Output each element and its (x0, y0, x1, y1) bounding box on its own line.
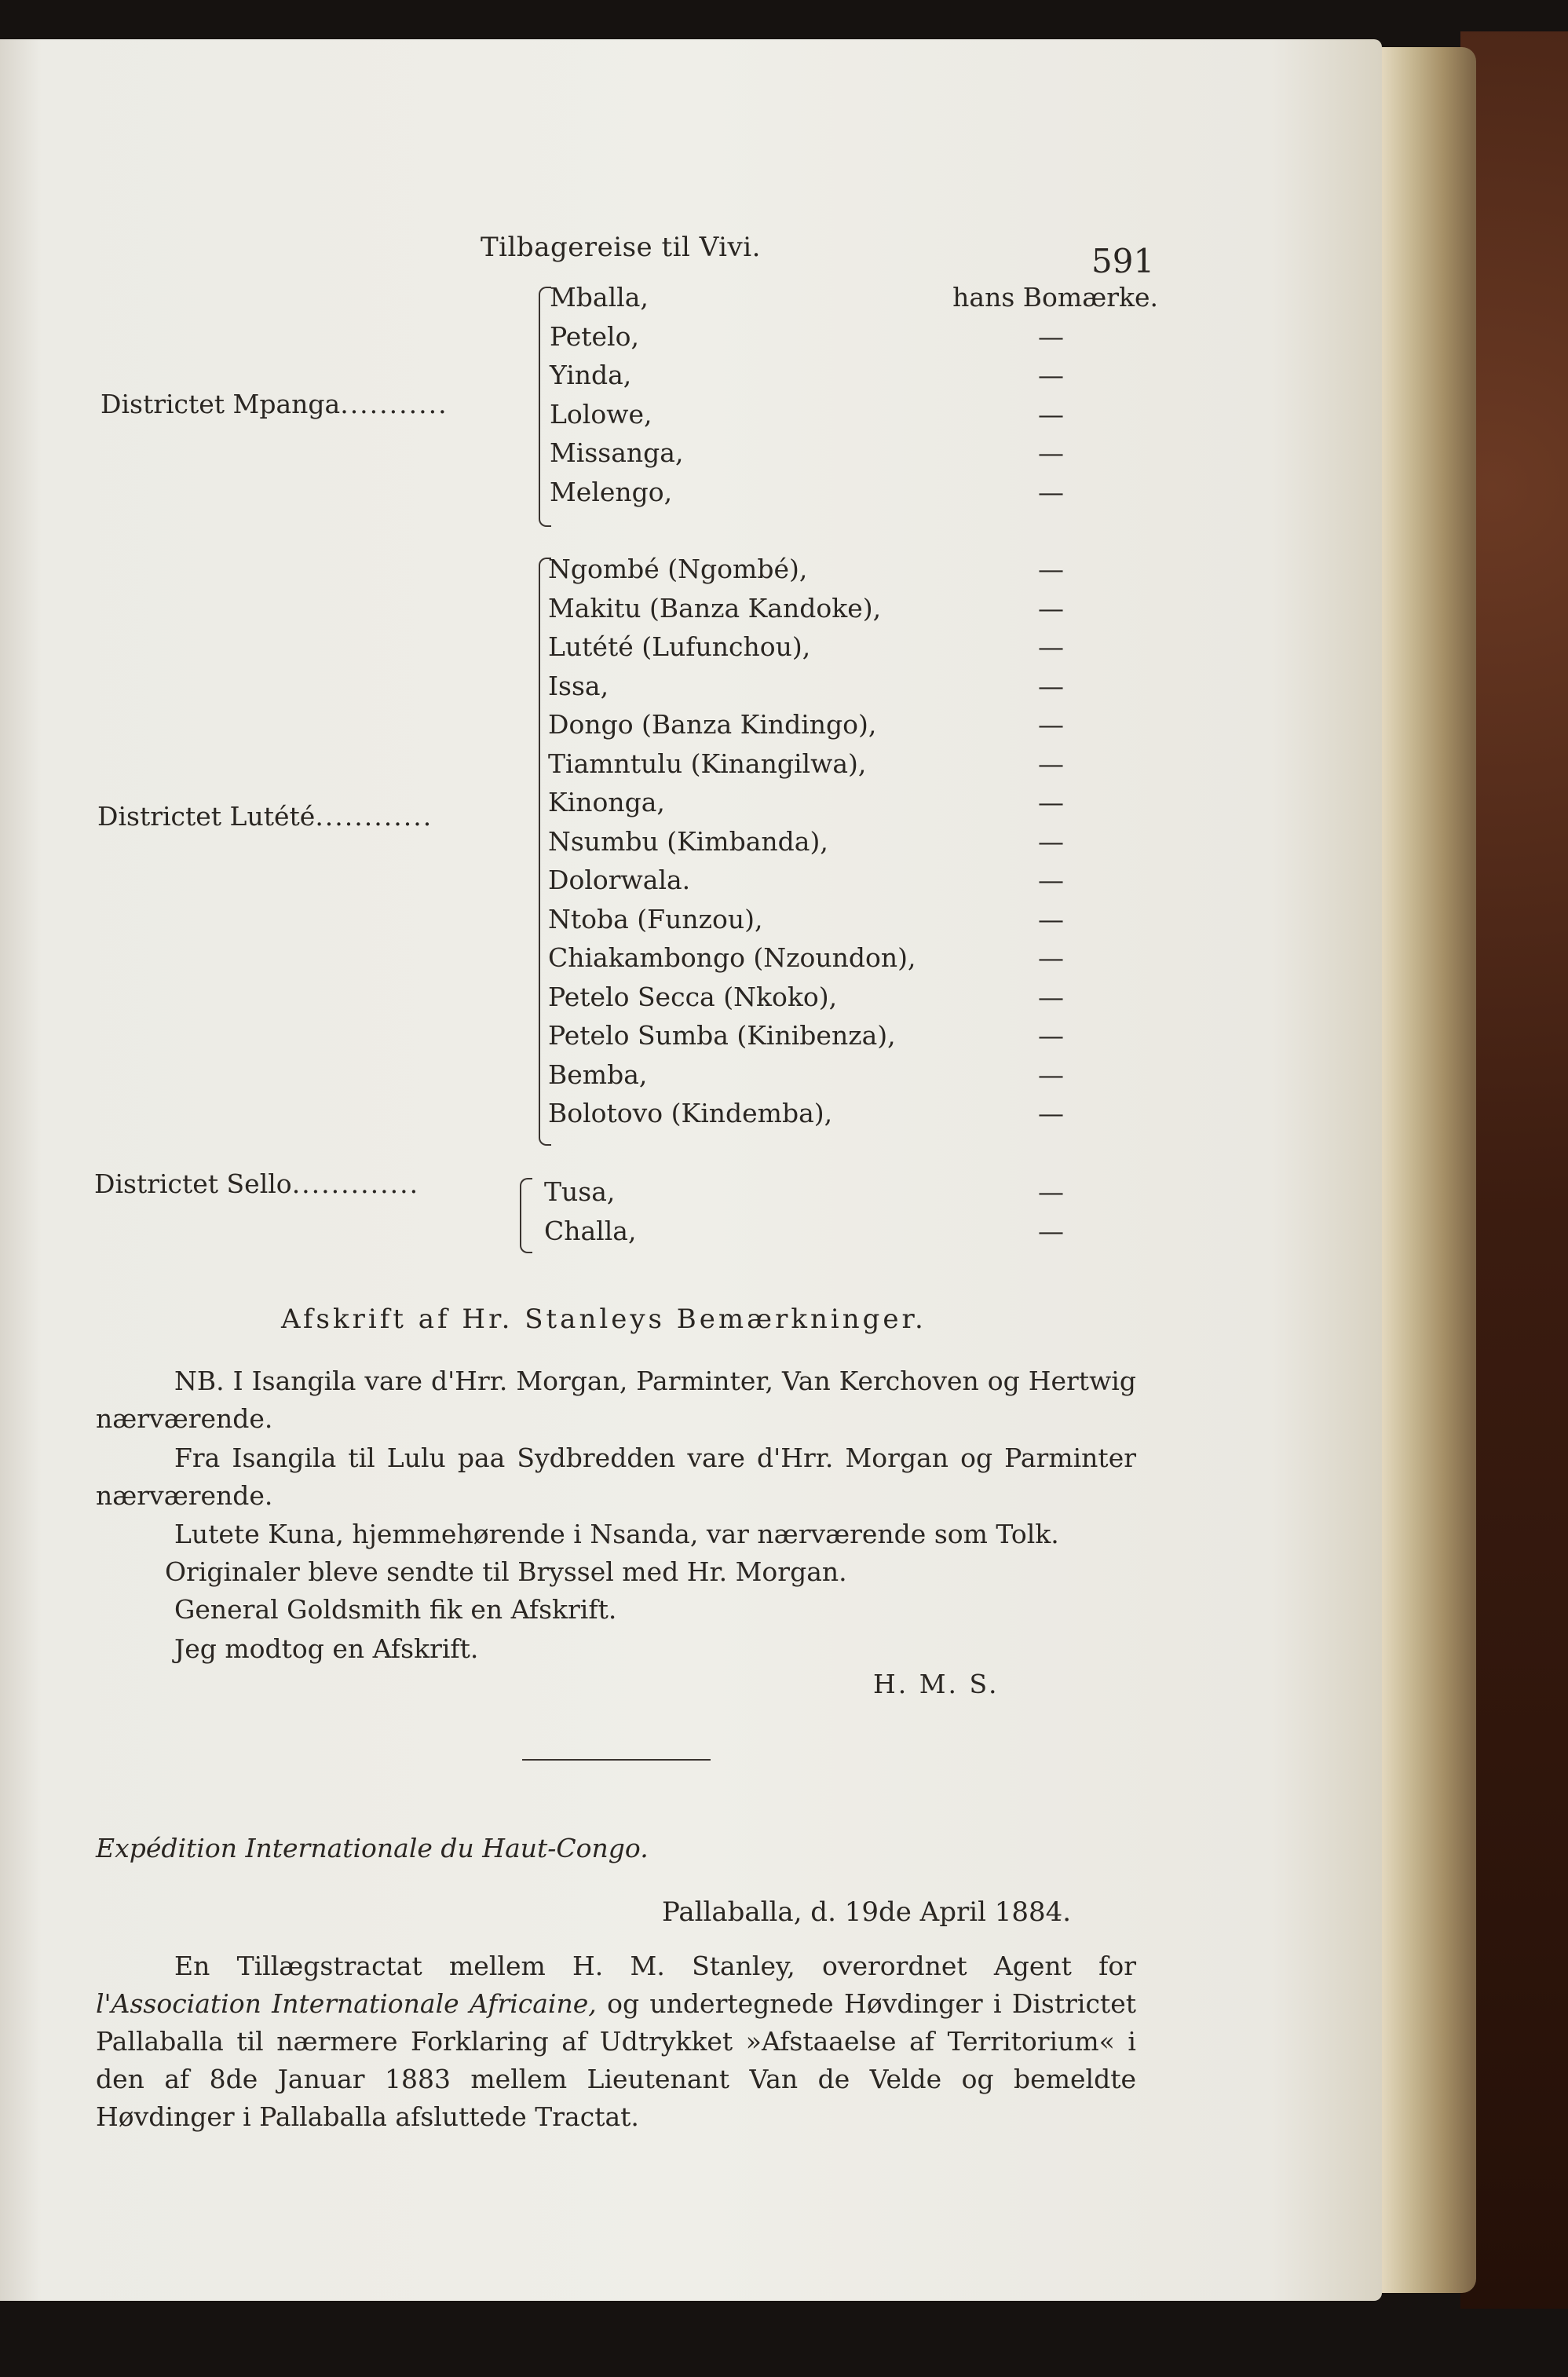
paragraph-nb: NB. I Isangila vare d'Hrr. Morgan, Parminter, Van Kerchoven og Hertwig nærværende. (96, 1366, 1136, 1434)
district-label-lutete: Districtet Lutété............ (97, 801, 433, 832)
paragraph-afskrift: Jeg modtog en Afskrift. (174, 1633, 479, 1664)
paragraph-tolk: Lutete Kuna, hjemmehørende i Nsanda, var nærværende som Tolk. (174, 1519, 1059, 1549)
list-item: Petelo Secca (Nkoko), (548, 981, 838, 1012)
running-head: Tilbagereise til Vivi. (481, 232, 761, 263)
signature: H. M. S. (873, 1669, 1000, 1699)
list-item: Missanga, (550, 437, 684, 468)
book-cover-leather (1460, 31, 1568, 2309)
mark-item: — (1038, 631, 1064, 662)
brace-sello (520, 1178, 532, 1253)
book-page (0, 39, 1382, 2301)
mark-item: — (1038, 903, 1064, 934)
mark-item: — (1038, 670, 1064, 701)
marks-mpanga (903, 278, 1158, 511)
expedition-body: En Tillægstractat mellem H. M. Stanley, overordnet Agent for l'Association Internationale Africaine, og undertegnede Høvdinger i Districtet Pallaballa til nærmere Forklaring af Udtrykket »Afstaaelse af Territorium« i den af 8de Januar 1883 mellem Lieutenant Van de Velde og bemeldte Høvdinger i Pallaballa afsluttede Tractat. (96, 1951, 1136, 2132)
list-item: Yinda, (550, 360, 632, 390)
list-item: Petelo Sumba (Kinibenza), (548, 1020, 896, 1051)
list-item: Tiamntulu (Kinangilwa), (548, 748, 867, 779)
page-edges (1366, 47, 1476, 2293)
mark-item: — (1038, 748, 1064, 779)
mark-item: — (1038, 554, 1064, 584)
list-item: Dongo (Banza Kindingo), (548, 709, 877, 740)
list-item: Bolotovo (Kindemba), (548, 1098, 833, 1128)
marks-lutete (1021, 550, 1064, 1133)
page-number: 591 (1091, 242, 1155, 280)
mark-item: — (1038, 825, 1064, 857)
mark-item: — (1038, 787, 1064, 817)
list-item: Lolowe, (550, 398, 652, 430)
list-item: Lutété (Lufunchou), (548, 631, 811, 662)
section-title: Afskrift af Hr. Stanleys Bemærkninger. (281, 1304, 927, 1335)
mark-item: — (1038, 592, 1064, 624)
mark-item: — (1038, 320, 1064, 352)
mark-item: — (1038, 1098, 1064, 1128)
marks-sello (1021, 1172, 1064, 1250)
list-item: Ngombé (Ngombé), (548, 554, 808, 584)
mark-item: — (1038, 398, 1064, 430)
list-item: Tusa, (544, 1176, 616, 1207)
list-item: Issa, (548, 670, 609, 701)
list-item: Petelo, (550, 320, 639, 352)
mark-item: — (1038, 942, 1064, 973)
names-lutete (548, 550, 916, 1133)
names-mpanga (550, 278, 683, 511)
mark-item: hans Bomærke. (952, 282, 1158, 313)
district-label-mpanga: Districtet Mpanga........... (101, 389, 448, 419)
mark-item: — (1038, 437, 1064, 468)
list-item: Mballa, (550, 282, 649, 313)
dateline: Pallaballa, d. 19de April 1884. (662, 1896, 1072, 1928)
mark-item: — (1038, 476, 1064, 507)
list-item: Nsumbu (Kimbanda), (548, 825, 828, 857)
list-item: Kinonga, (548, 787, 665, 817)
list-item: Challa, (544, 1215, 637, 1246)
list-item: Chiakambongo (Nzoundon), (548, 942, 916, 973)
paragraph-originaler: Originaler bleve sendte til Bryssel med Hr. Morgan. (165, 1556, 847, 1587)
district-label-sello: Districtet Sello............. (94, 1168, 420, 1199)
names-sello (544, 1172, 636, 1250)
mark-item: — (1038, 360, 1064, 390)
mark-item: — (1038, 1059, 1064, 1090)
list-item: Makitu (Banza Kandoke), (548, 592, 882, 624)
mark-item: — (1038, 981, 1064, 1012)
mark-item: — (1038, 1020, 1064, 1051)
list-item: Bemba, (548, 1059, 648, 1090)
paragraph-goldsmith: General Goldsmith fik en Afskrift. (174, 1594, 617, 1625)
mark-item: — (1038, 865, 1064, 895)
list-item: Melengo, (550, 476, 673, 507)
mark-item: — (1038, 709, 1064, 740)
list-item: Dolorwala. (548, 865, 691, 895)
paragraph-isangila: Fra Isangila til Lulu paa Sydbredden vare d'Hrr. Morgan og Parminter nærværende. (96, 1443, 1136, 1511)
expedition-heading: Expédition Internationale du Haut-Congo. (96, 1833, 649, 1863)
mark-item: — (1038, 1176, 1064, 1207)
mark-item: — (1038, 1215, 1064, 1246)
list-item: Ntoba (Funzou), (548, 903, 763, 934)
divider-rule (522, 1759, 711, 1761)
